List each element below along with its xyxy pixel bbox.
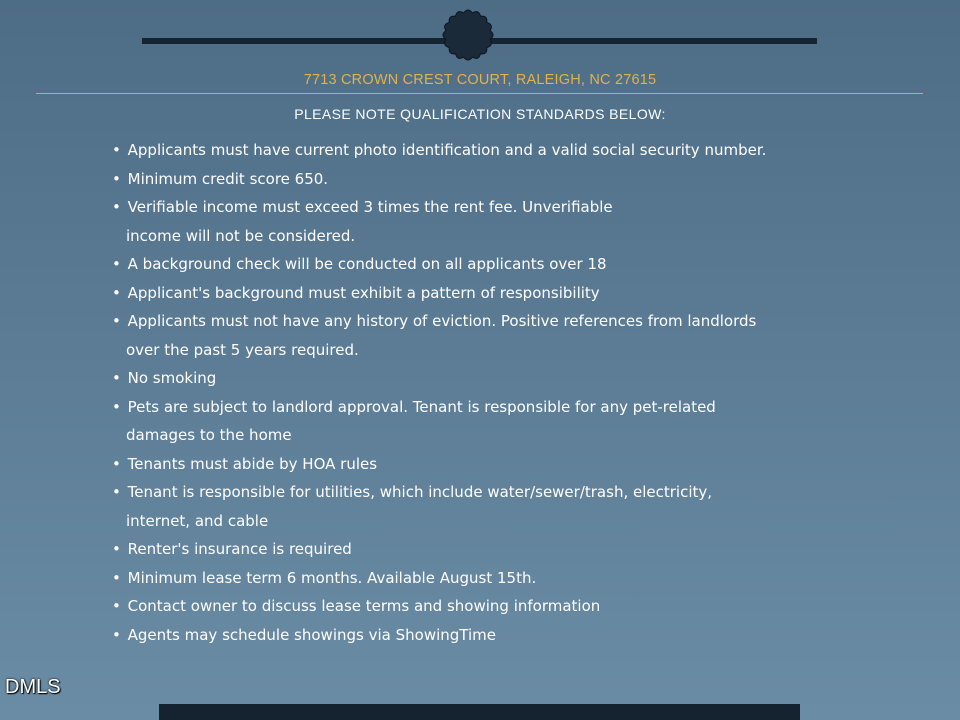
qualification-item-text: Tenant is responsible for utilities, which include water/sewer/trash, electricity,: [127, 483, 713, 501]
qualification-item-text: Minimum credit score 650.: [127, 169, 329, 188]
bullet-glyph: •: [112, 141, 121, 159]
bottom-footer-bar: [159, 704, 800, 720]
qualification-item-text: Applicants must have current photo identification and a valid social security number.: [127, 141, 767, 159]
qualification-item: [112, 621, 872, 650]
qualification-item-text: Applicant's background must exhibit a pattern of responsibility: [127, 283, 600, 302]
qualification-item-text: Pets are subject to landlord approval. Tenant is responsible for any pet-related: [127, 397, 716, 416]
qualification-item: [112, 364, 872, 393]
qualification-item: [112, 478, 872, 535]
bullet-glyph: •: [112, 283, 121, 302]
bullet-glyph: •: [112, 397, 121, 416]
bullet-glyph: •: [112, 625, 121, 644]
bullet-glyph: •: [112, 597, 121, 615]
qualification-item-continuation: income will not be considered.: [126, 226, 356, 245]
qualification-item: [112, 592, 872, 621]
qualification-item: [112, 535, 872, 564]
dmls-watermark: DMLS: [5, 676, 61, 698]
qualification-item-continuation: damages to the home: [126, 426, 292, 444]
qualification-item-text: Applicants must not have any history of eviction. Positive references from landlords: [127, 312, 757, 330]
qualification-item: [112, 393, 872, 450]
qualification-item: [112, 307, 872, 364]
qualification-item: [112, 136, 872, 165]
bullet-glyph: •: [112, 255, 121, 273]
qualification-item-text: Agents may schedule showings via ShowingTime: [127, 625, 496, 644]
bullet-glyph: •: [112, 369, 121, 387]
property-address: 7713 CROWN CREST COURT, RALEIGH, NC 27615: [303, 72, 657, 88]
qualification-item-text: Verifiable income must exceed 3 times the rent fee. Unverifiable: [127, 198, 613, 216]
qualification-item-text: Renter's insurance is required: [127, 540, 352, 558]
bullet-glyph: •: [112, 568, 121, 587]
bullet-glyph: •: [112, 198, 121, 216]
qualification-item: [112, 564, 872, 593]
qualification-item: [112, 279, 872, 308]
qualification-item-text: A background check will be conducted on all applicants over 18: [127, 255, 607, 273]
qualification-notice-heading: PLEASE NOTE QUALIFICATION STANDARDS BELOW:: [294, 106, 666, 122]
qualification-item-continuation: internet, and cable: [126, 511, 269, 530]
qualification-item: [112, 193, 872, 250]
qualification-item-continuation: over the past 5 years required.: [126, 340, 359, 359]
qualification-item: [112, 165, 872, 194]
scalloped-seal-icon: [442, 9, 494, 61]
gold-divider-line: [36, 93, 923, 94]
bullet-glyph: •: [112, 540, 121, 558]
bullet-glyph: •: [112, 169, 121, 188]
qualification-item-text: Tenants must abide by HOA rules: [127, 454, 378, 473]
qualification-item-text: No smoking: [127, 369, 217, 387]
qualification-item-text: Contact owner to discuss lease terms and showing information: [127, 597, 601, 615]
bullet-glyph: •: [112, 483, 121, 501]
qualification-standards-list: [112, 136, 872, 649]
bullet-glyph: •: [112, 454, 121, 473]
qualification-item: [112, 450, 872, 479]
bullet-glyph: •: [112, 312, 121, 330]
qualification-item-text: Minimum lease term 6 months. Available August 15th.: [127, 568, 537, 587]
qualification-item: [112, 250, 872, 279]
